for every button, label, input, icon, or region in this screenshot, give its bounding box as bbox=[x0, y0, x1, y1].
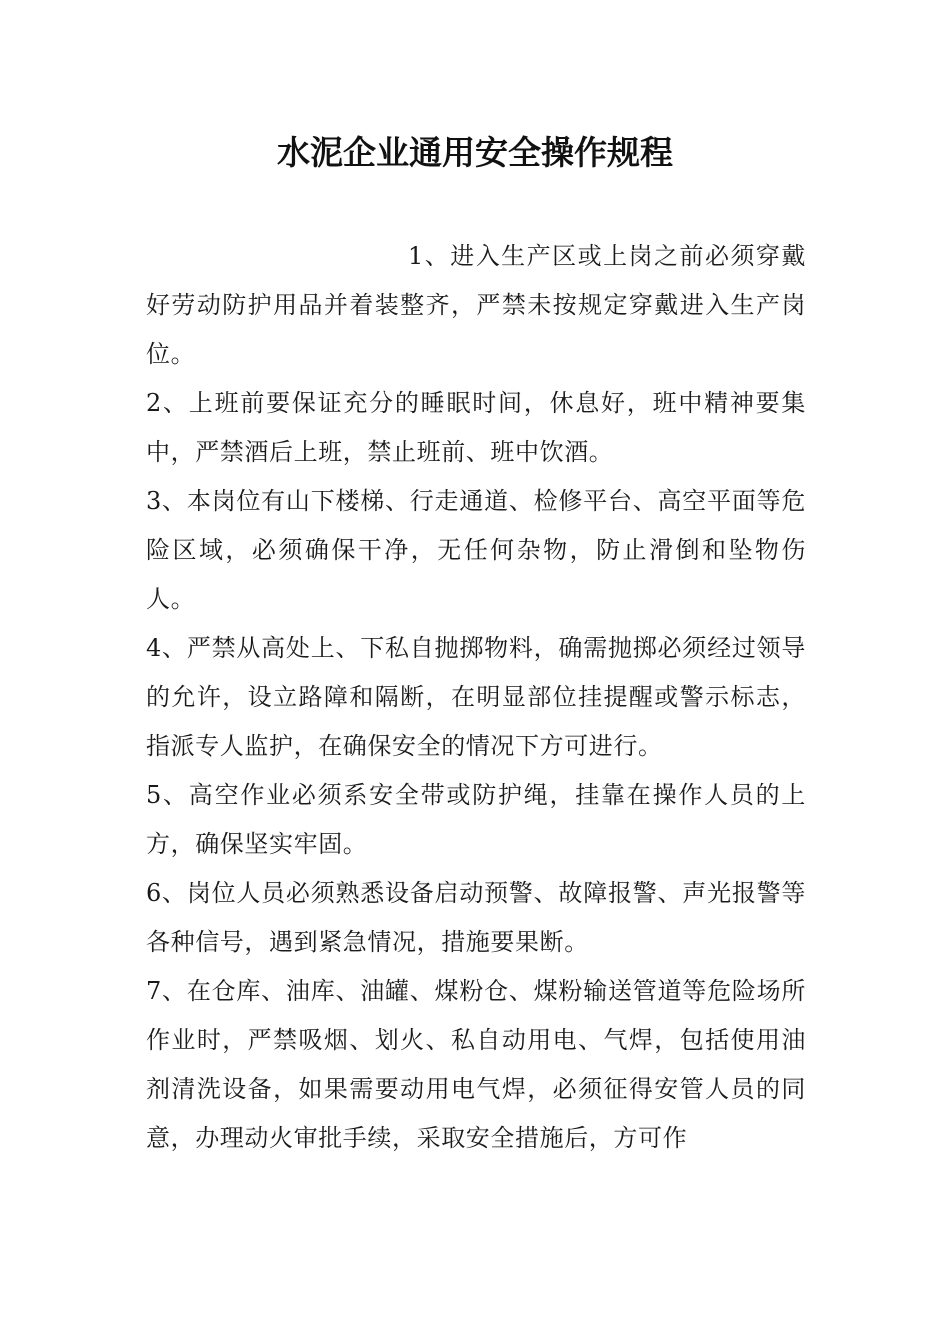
paragraph-4: 4、严禁从高处上、下私自抛掷物料，确需抛掷必须经过领导的允许，设立路障和隔断，在明显部位挂提醒或警示标志，指派专人监护，在确保安全的情况下方可进行。 bbox=[146, 634, 806, 760]
paragraph-7: 7、在仓库、油库、油罐、煤粉仓、煤粉输送管道等危险场所作业时，严禁吸烟、划火、私自动用电、气焊，包括使用油剂清洗设备，如果需要动用电气焊，必须征得安管人员的同意，办理动火审批手续，采取安全措施后，方可作 bbox=[146, 977, 806, 1152]
paragraph-5: 5、高空作业必须系安全带或防护绳，挂靠在操作人员的上方，确保坚实牢固。 bbox=[146, 781, 806, 858]
document-title: 水泥企业通用安全操作规程 bbox=[277, 133, 673, 172]
paragraph-1: 1、进入生产区或上岗之前必须穿戴好劳动防护用品并着装整齐，严禁未按规定穿戴进入生产岗位。 bbox=[146, 242, 806, 368]
paragraph-3: 3、本岗位有山下楼梯、行走通道、检修平台、高空平面等危险区域，必须确保干净，无任何杂物，防止滑倒和坠物伤人。 bbox=[146, 487, 806, 613]
document-body bbox=[146, 232, 806, 1163]
paragraph-2: 2、上班前要保证充分的睡眠时间，休息好，班中精神要集中，严禁酒后上班，禁止班前、班中饮酒。 bbox=[146, 389, 806, 466]
paragraph-6: 6、岗位人员必须熟悉设备启动预警、故障报警、声光报警等各种信号，遇到紧急情况，措施要果断。 bbox=[146, 879, 806, 956]
